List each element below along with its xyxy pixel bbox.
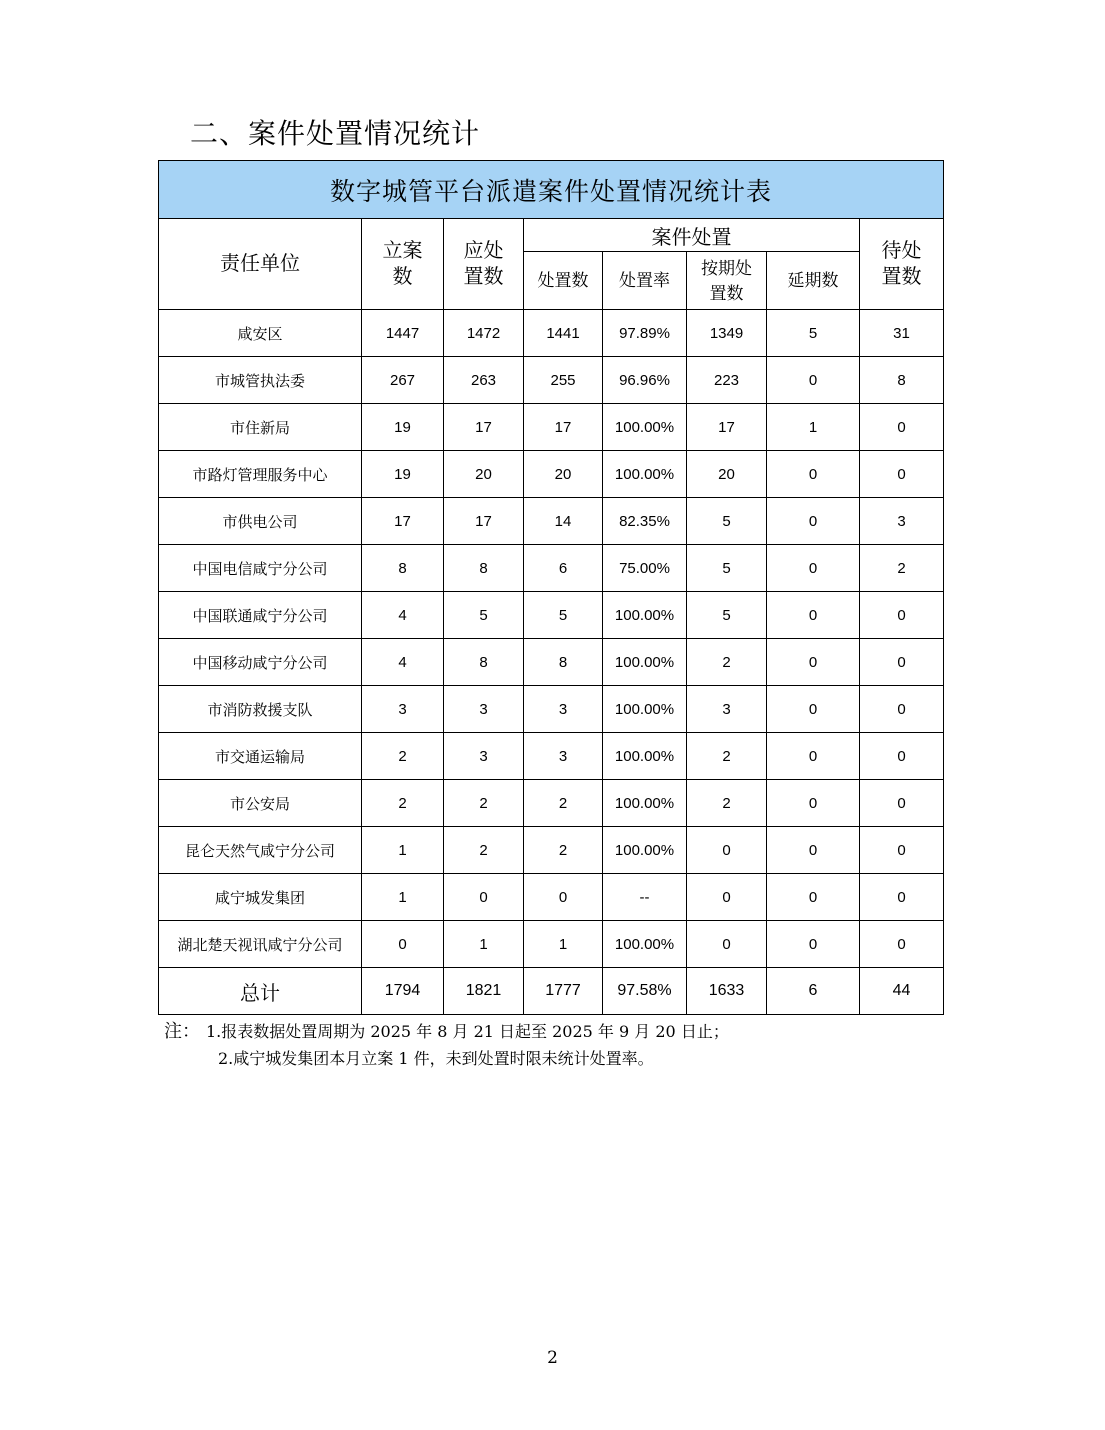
cell-ontime: 5 [687, 498, 767, 545]
cell-handled: 3 [524, 686, 603, 733]
header-unit: 责任单位 [159, 219, 362, 310]
table-row [159, 780, 944, 827]
table-row [159, 733, 944, 780]
table-row [159, 357, 944, 404]
cell-delayed: 5 [767, 310, 860, 357]
cell-due: 2 [444, 780, 524, 827]
cell-filed: 1 [362, 827, 444, 874]
cell-delayed: 0 [767, 357, 860, 404]
table-row [159, 545, 944, 592]
cell-ontime: 0 [687, 874, 767, 921]
cell-rate: 100.00% [603, 592, 687, 639]
cell-unit: 湖北楚天视讯咸宁分公司 [159, 921, 362, 968]
header-ontime [687, 252, 767, 310]
cell-due: 1 [444, 921, 524, 968]
cell-unit: 中国移动咸宁分公司 [159, 639, 362, 686]
cell-rate: 100.00% [603, 921, 687, 968]
cell-due: 5 [444, 592, 524, 639]
cell-pending: 0 [860, 921, 944, 968]
cell-filed: 4 [362, 592, 444, 639]
cell-delayed: 0 [767, 874, 860, 921]
cell-unit: 市公安局 [159, 780, 362, 827]
table-row [159, 498, 944, 545]
cell-unit: 咸安区 [159, 310, 362, 357]
cell-delayed: 0 [767, 827, 860, 874]
cell-unit: 市交通运输局 [159, 733, 362, 780]
cell-filed: 8 [362, 545, 444, 592]
cell-handled: 1 [524, 921, 603, 968]
cell-delayed: 0 [767, 451, 860, 498]
cell-unit: 中国电信咸宁分公司 [159, 545, 362, 592]
cell-ontime: 1349 [687, 310, 767, 357]
cell-filed: 0 [362, 921, 444, 968]
table-row [159, 639, 944, 686]
total-rate: 97.58% [603, 968, 687, 1015]
cell-delayed: 0 [767, 592, 860, 639]
cell-handled: 8 [524, 639, 603, 686]
cell-pending: 0 [860, 451, 944, 498]
table-row [159, 310, 944, 357]
cell-unit: 市供电公司 [159, 498, 362, 545]
cell-filed: 3 [362, 686, 444, 733]
cell-rate: 75.00% [603, 545, 687, 592]
cell-rate: 100.00% [603, 639, 687, 686]
cell-rate: 82.35% [603, 498, 687, 545]
cell-delayed: 0 [767, 780, 860, 827]
note-line-2: 2.咸宁城发集团本月立案 1 件，未到处置时限未统计处置率。 [218, 1049, 654, 1068]
cell-ontime: 223 [687, 357, 767, 404]
cell-handled: 20 [524, 451, 603, 498]
cell-unit: 市住新局 [159, 404, 362, 451]
cell-pending: 8 [860, 357, 944, 404]
cell-rate: 100.00% [603, 451, 687, 498]
cell-due: 263 [444, 357, 524, 404]
cell-handled: 2 [524, 827, 603, 874]
cell-filed: 267 [362, 357, 444, 404]
cell-pending: 0 [860, 639, 944, 686]
cell-handled: 2 [524, 780, 603, 827]
cell-pending: 0 [860, 827, 944, 874]
cell-ontime: 2 [687, 733, 767, 780]
cell-unit: 昆仑天然气咸宁分公司 [159, 827, 362, 874]
total-row [159, 968, 944, 1015]
cell-handled: 14 [524, 498, 603, 545]
cell-filed: 4 [362, 639, 444, 686]
header-pending-text: 待处置数 [881, 240, 922, 288]
section-title: 二、案件处置情况统计 [190, 117, 481, 150]
cell-handled: 255 [524, 357, 603, 404]
header-rate: 处置率 [603, 252, 687, 310]
table-body [159, 310, 944, 968]
total-filed: 1794 [362, 968, 444, 1015]
cell-ontime: 0 [687, 921, 767, 968]
cell-due: 17 [444, 498, 524, 545]
cell-ontime: 5 [687, 592, 767, 639]
cell-unit: 咸宁城发集团 [159, 874, 362, 921]
table-row [159, 686, 944, 733]
cell-ontime: 2 [687, 639, 767, 686]
cell-pending: 3 [860, 498, 944, 545]
header-due-text: 应处置数 [463, 240, 504, 288]
cell-ontime: 3 [687, 686, 767, 733]
cell-filed: 2 [362, 733, 444, 780]
cell-unit: 市消防救援支队 [159, 686, 362, 733]
cell-due: 8 [444, 545, 524, 592]
cell-pending: 0 [860, 404, 944, 451]
page-number: 2 [547, 1348, 558, 1368]
cell-pending: 0 [860, 592, 944, 639]
table-caption: 数字城管平台派遣案件处置情况统计表 [159, 161, 944, 219]
note-label: 注： [164, 1021, 200, 1042]
cell-rate: 100.00% [603, 780, 687, 827]
cell-delayed: 0 [767, 545, 860, 592]
cell-delayed: 1 [767, 404, 860, 451]
cell-pending: 31 [860, 310, 944, 357]
cell-filed: 2 [362, 780, 444, 827]
header-ontime-text: 按期处置数 [701, 258, 752, 303]
cell-rate: 100.00% [603, 733, 687, 780]
cell-filed: 1 [362, 874, 444, 921]
cell-pending: 0 [860, 874, 944, 921]
cell-handled: 5 [524, 592, 603, 639]
table-row [159, 592, 944, 639]
cell-filed: 19 [362, 404, 444, 451]
total-delayed: 6 [767, 968, 860, 1015]
cell-due: 20 [444, 451, 524, 498]
header-filed-text: 立案数 [382, 240, 423, 288]
cell-handled: 1441 [524, 310, 603, 357]
cell-pending: 0 [860, 733, 944, 780]
case-statistics-table [158, 160, 944, 1015]
header-delayed: 延期数 [767, 252, 860, 310]
total-pending: 44 [860, 968, 944, 1015]
cell-handled: 6 [524, 545, 603, 592]
notes [164, 1018, 964, 1072]
cell-handled: 17 [524, 404, 603, 451]
header-due [444, 219, 524, 310]
total-handled: 1777 [524, 968, 603, 1015]
cell-unit: 市路灯管理服务中心 [159, 451, 362, 498]
note-text-1: 1.报表数据处置周期为 2025 年 8 月 21 日起至 2025 年 9 月 20 日止； [206, 1022, 729, 1041]
cell-rate: -- [603, 874, 687, 921]
cell-due: 2 [444, 827, 524, 874]
cell-handled: 3 [524, 733, 603, 780]
cell-delayed: 0 [767, 639, 860, 686]
cell-ontime: 5 [687, 545, 767, 592]
cell-unit: 市城管执法委 [159, 357, 362, 404]
cell-unit: 中国联通咸宁分公司 [159, 592, 362, 639]
cell-pending: 0 [860, 780, 944, 827]
header-pending [860, 219, 944, 310]
table-row [159, 921, 944, 968]
cell-rate: 100.00% [603, 404, 687, 451]
table-row [159, 451, 944, 498]
cell-rate: 100.00% [603, 827, 687, 874]
header-filed [362, 219, 444, 310]
cell-delayed: 0 [767, 921, 860, 968]
cell-delayed: 0 [767, 498, 860, 545]
cell-rate: 96.96% [603, 357, 687, 404]
cell-handled: 0 [524, 874, 603, 921]
header-handled: 处置数 [524, 252, 603, 310]
cell-ontime: 17 [687, 404, 767, 451]
cell-delayed: 0 [767, 733, 860, 780]
cell-ontime: 20 [687, 451, 767, 498]
cell-due: 1472 [444, 310, 524, 357]
total-ontime: 1633 [687, 968, 767, 1015]
cell-filed: 19 [362, 451, 444, 498]
cell-rate: 100.00% [603, 686, 687, 733]
cell-due: 8 [444, 639, 524, 686]
table-row [159, 874, 944, 921]
cell-filed: 1447 [362, 310, 444, 357]
cell-due: 3 [444, 686, 524, 733]
cell-due: 0 [444, 874, 524, 921]
cell-delayed: 0 [767, 686, 860, 733]
cell-due: 17 [444, 404, 524, 451]
cell-pending: 0 [860, 686, 944, 733]
cell-pending: 2 [860, 545, 944, 592]
table-row [159, 404, 944, 451]
table-row [159, 827, 944, 874]
cell-ontime: 2 [687, 780, 767, 827]
cell-ontime: 0 [687, 827, 767, 874]
note-line-1 [164, 1018, 964, 1045]
total-due: 1821 [444, 968, 524, 1015]
cell-rate: 97.89% [603, 310, 687, 357]
header-group-handling: 案件处置 [524, 219, 860, 252]
cell-due: 3 [444, 733, 524, 780]
total-label: 总计 [159, 968, 362, 1015]
cell-filed: 17 [362, 498, 444, 545]
